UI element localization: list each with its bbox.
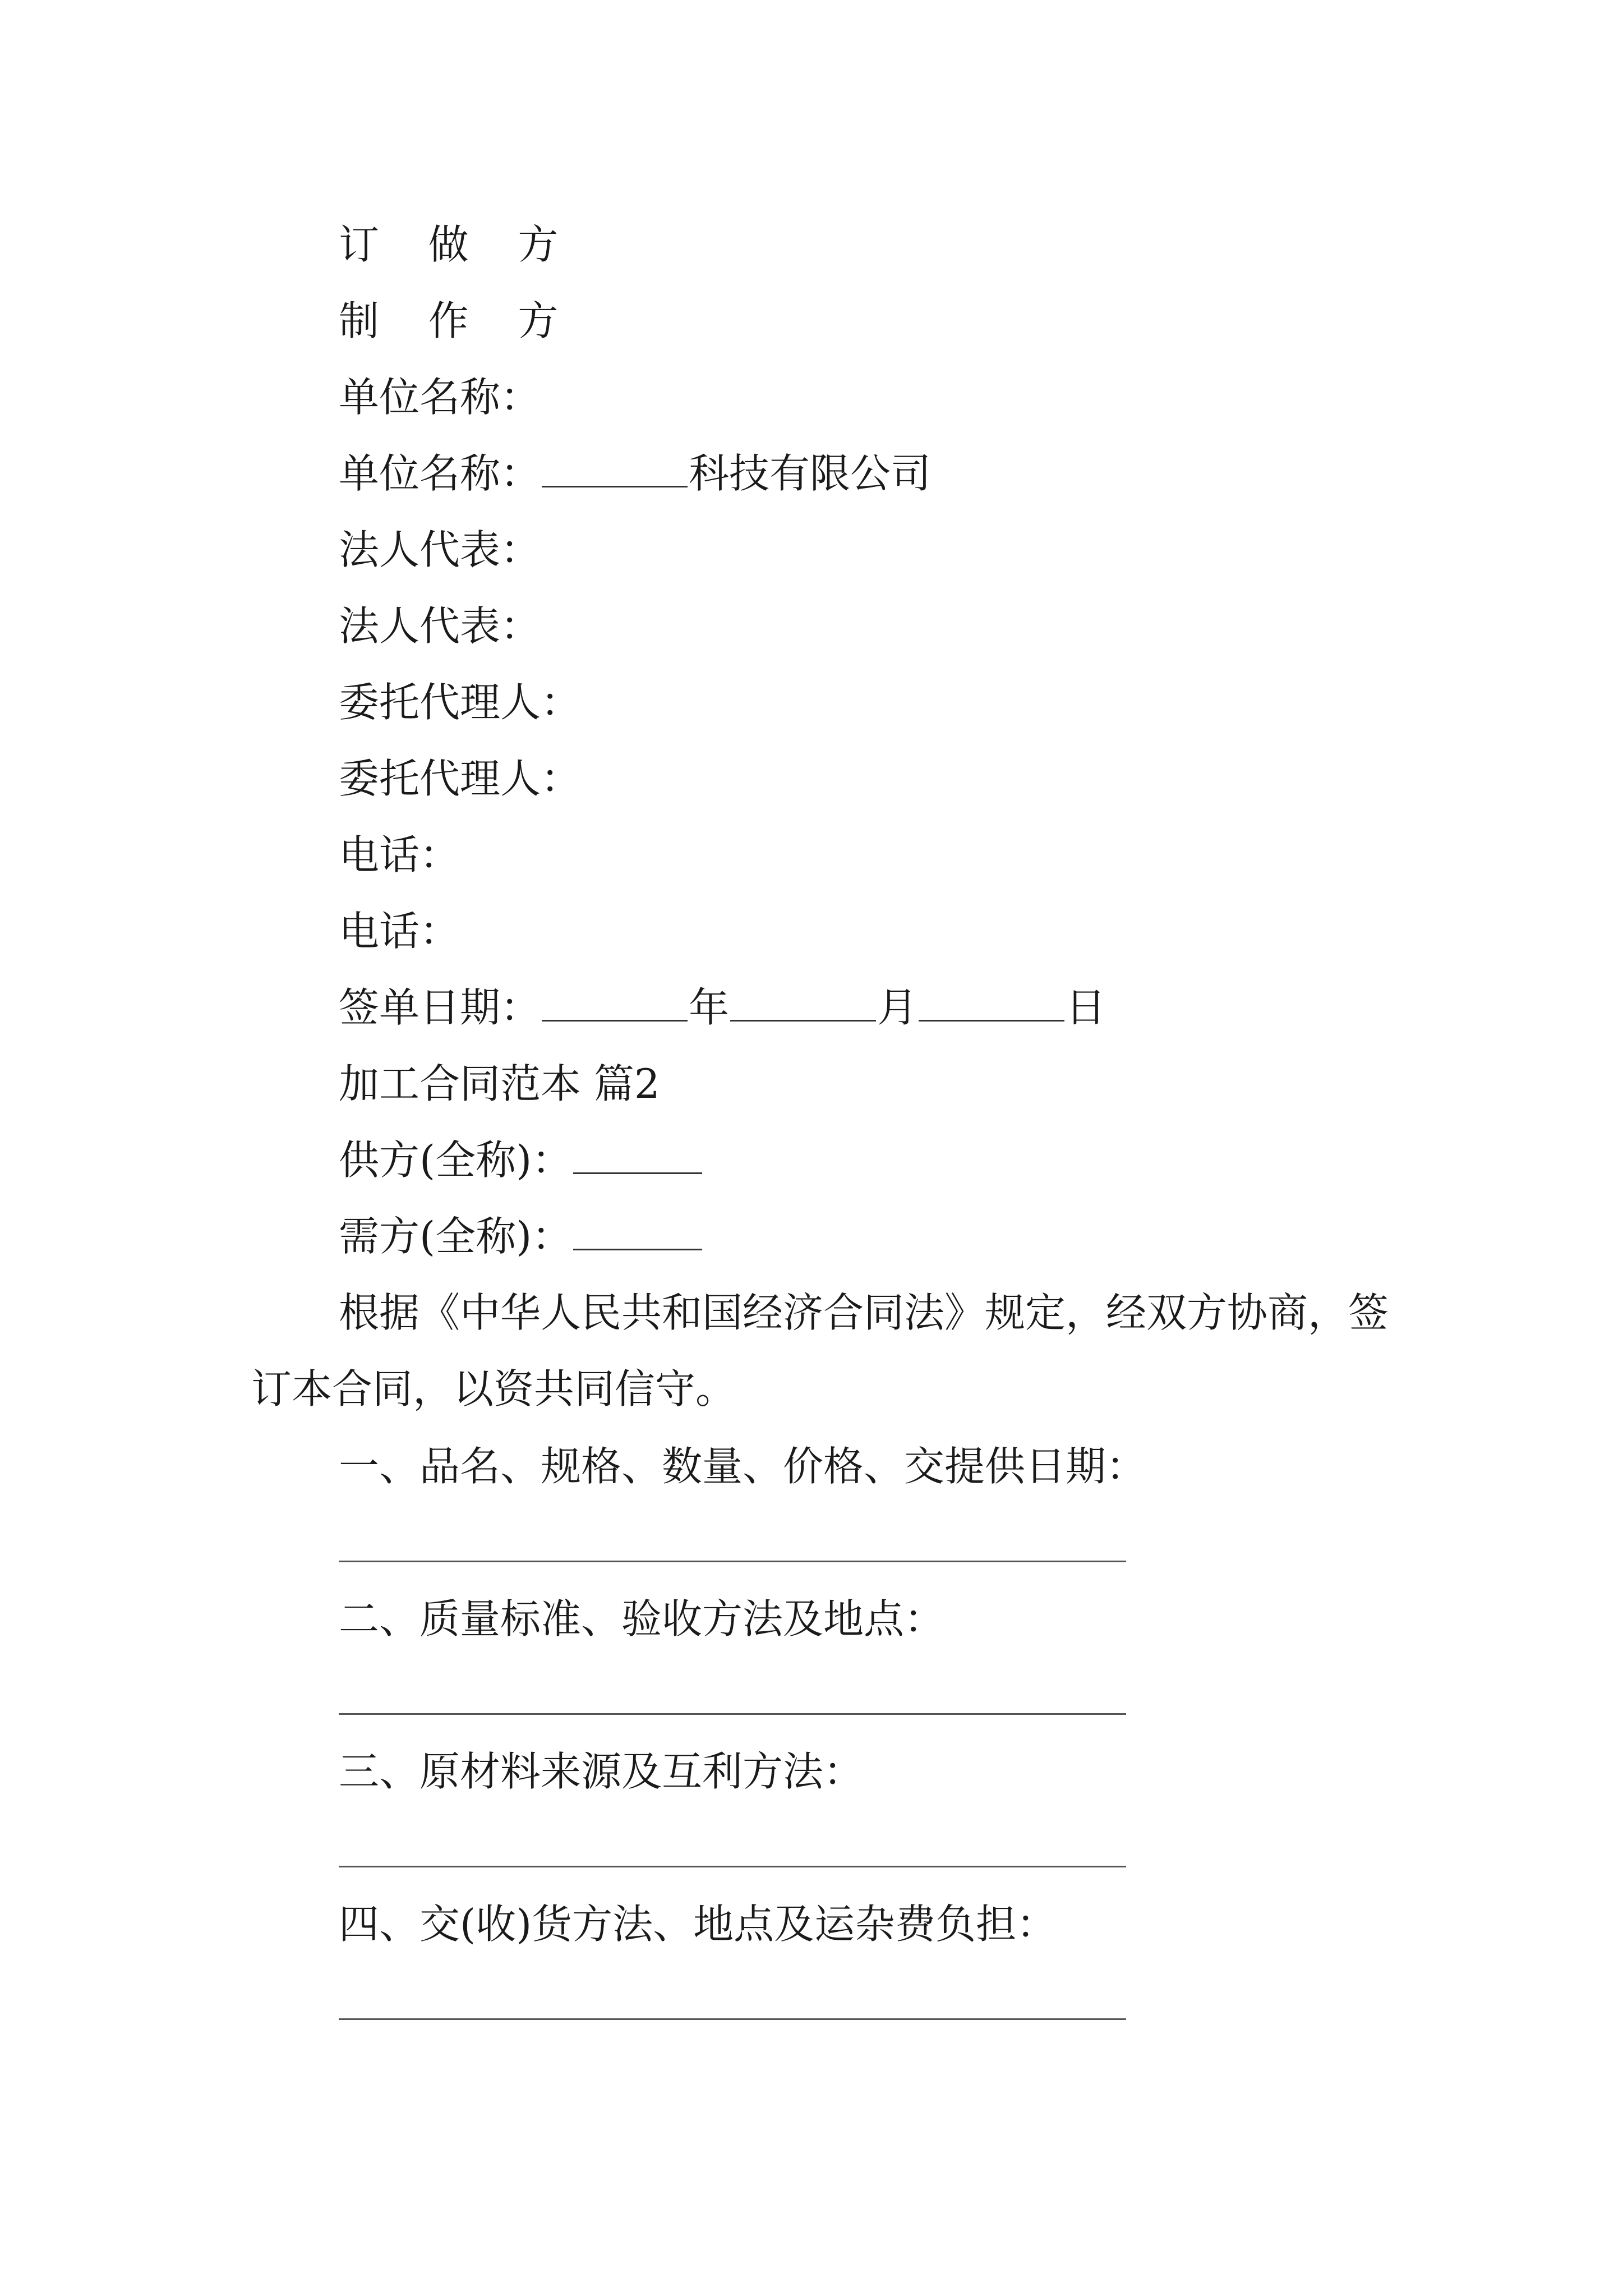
party-b-header: 制 作 方 bbox=[339, 297, 577, 344]
clause-4: 四、交(收)货方法、地点及运杂费负担： bbox=[339, 1901, 1057, 1948]
day-text: 日 bbox=[1066, 984, 1106, 1031]
sign-date bbox=[339, 979, 1106, 1036]
month-blank bbox=[730, 981, 876, 1022]
unit-name-a: 单位名称： bbox=[339, 374, 541, 421]
preamble-paragraph: 根据《中华人民共和国经济合同法》规定，经双方协商，签订本合同，以资共同信守。 bbox=[251, 1289, 1389, 1412]
year-text: 年 bbox=[689, 984, 730, 1031]
clause-2: 二、质量标准、验收方法及地点： bbox=[339, 1595, 945, 1642]
phone-a: 电话： bbox=[339, 831, 460, 878]
supplier-line bbox=[339, 1132, 703, 1188]
agent-a: 委托代理人： bbox=[339, 679, 582, 726]
unit-name-blank bbox=[542, 447, 688, 487]
unit-name-b-label: 单位名称： bbox=[339, 450, 541, 497]
phone-b: 电话： bbox=[339, 908, 460, 955]
buyer-blank bbox=[573, 1209, 702, 1250]
party-a-header: 订 做 方 bbox=[339, 221, 577, 268]
supplier-blank bbox=[573, 1133, 702, 1174]
legal-rep-b: 法人代表： bbox=[339, 602, 541, 650]
clause-3-fill-line bbox=[339, 1866, 1126, 1867]
month-text: 月 bbox=[877, 984, 918, 1031]
clause-1: 一、品名、规格、数量、价格、交提供日期： bbox=[339, 1443, 1147, 1490]
unit-name-b-suffix: 科技有限公司 bbox=[689, 450, 932, 497]
clause-2-fill-line bbox=[339, 1713, 1126, 1715]
buyer-line bbox=[339, 1208, 703, 1264]
unit-name-b bbox=[339, 445, 931, 501]
day-blank bbox=[919, 981, 1064, 1022]
clause-3: 三、原材料来源及互利方法： bbox=[339, 1748, 864, 1795]
buyer-label: 需方(全称)： bbox=[339, 1213, 573, 1260]
agent-b: 委托代理人： bbox=[339, 755, 582, 802]
legal-rep-a: 法人代表： bbox=[339, 526, 541, 573]
supplier-label: 供方(全称)： bbox=[339, 1137, 573, 1184]
clause-1-fill-line bbox=[339, 1561, 1126, 1562]
sign-date-label: 签单日期： bbox=[339, 984, 541, 1031]
section-title: 加工合同范本 篇2 bbox=[339, 1060, 660, 1107]
year-blank bbox=[542, 981, 688, 1022]
clause-4-fill-line bbox=[339, 2018, 1126, 2020]
